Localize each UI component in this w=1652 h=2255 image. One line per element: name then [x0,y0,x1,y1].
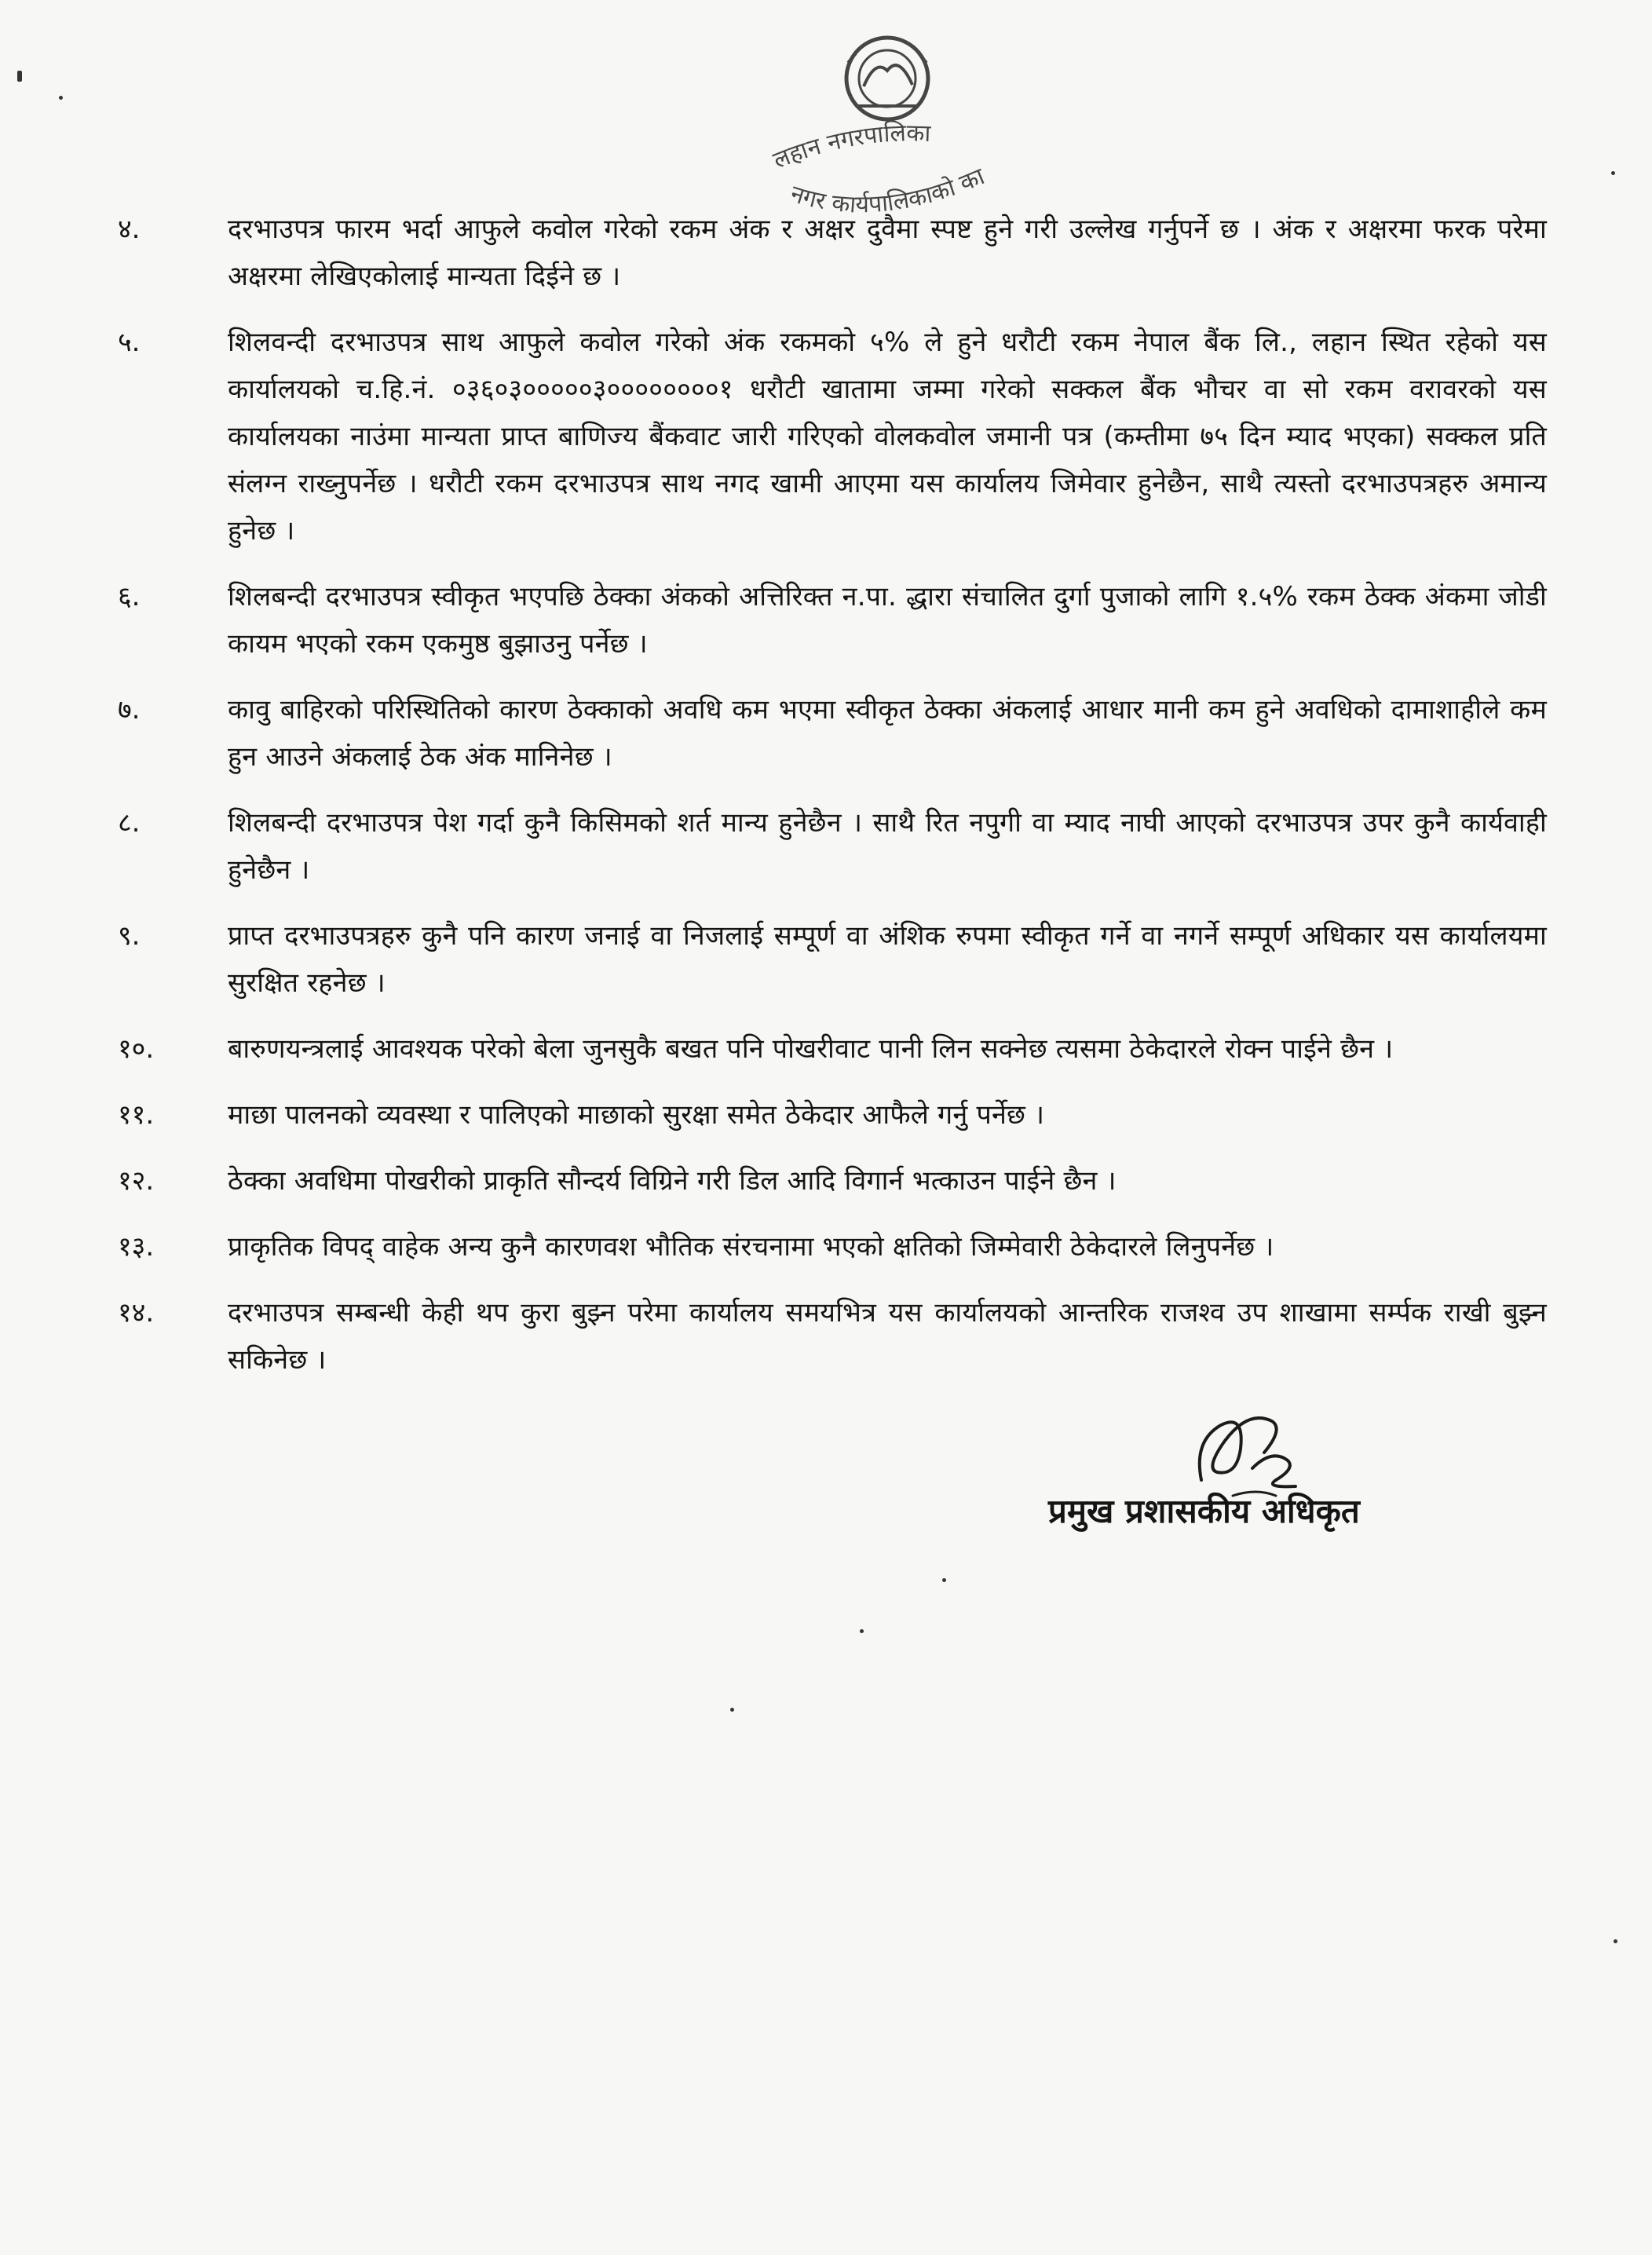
item-text: दरभाउपत्र फारम भर्दा आफुले कवोल गरेको रकम अंक र अक्षर दुवैमा स्पष्ट हुने गरी उल्लेख गर्नुपर्ने छ । अंक र अक्षरमा फरक परेमा अक्षरमा लेखिएकोलाई मान्यता दिईने छ । [228,214,1547,292]
item-number: ५. [118,327,141,358]
list-item [118,1223,1547,1270]
item-number: ६. [118,581,141,612]
item-number: १४. [118,1297,155,1329]
stamp-text-top: लहान नगरपालिका [769,119,931,175]
scan-speck [942,1578,946,1582]
item-text: शिलबन्दी दरभाउपत्र पेश गर्दा कुनै किसिमको शर्त मान्य हुनेछैन । साथै रित नपुगी वा म्याद नाघी आएको दरभाउपत्र उपर कुनै कार्यवाही हुनेछैन । [228,807,1547,886]
item-number: १२. [118,1165,155,1197]
item-text: शिलबन्दी दरभाउपत्र स्वीकृत भएपछि ठेक्का अंकको अत्तिरिक्त न.पा. द्धारा संचालित दुर्गा पुजाको लागि १.५% रकम ठेक्क अंकमा जोडी कायम भएको रकम एकमुष्ठ बुझाउनु पर्नेछ । [228,581,1547,660]
list-item [118,912,1547,1007]
item-number: १३. [118,1231,155,1263]
item-text: बारुणयन्त्रलाई आवश्यक परेको बेला जुनसुकै बखत पनि पोखरीवाट पानी लिन सक्नेछ त्यसमा ठेकेदारले रोक्न पाईने छैन । [228,1033,1394,1065]
scan-speck [17,71,22,82]
scan-speck [730,1708,734,1712]
conditions-list [118,206,1547,1402]
item-number: ८. [118,807,141,839]
item-text: ठेक्का अवधिमा पोखरीको प्राकृति सौन्दर्य विग्रिने गरी डिल आदि विगार्न भत्काउन पाईने छैन । [228,1165,1117,1197]
scan-speck [59,96,63,100]
item-text: कावु बाहिरको परिस्थितिको कारण ठेक्काको अवधि कम भएमा स्वीकृत ठेक्का अंकलाई आधार मानी कम हुने अवधिको दामाशाहीले कम हुन आउने अंकलाई ठेक अंक मानिनेछ । [228,694,1547,773]
item-number: १०. [118,1033,155,1065]
list-item [118,686,1547,780]
list-item [118,1289,1547,1383]
scan-speck [1611,171,1615,175]
item-text: प्राकृतिक विपद् वाहेक अन्य कुनै कारणवश भौतिक संरचनामा भएको क्षतिको जिम्मेवारी ठेकेदारले लिनुपर्नेछ । [228,1231,1274,1263]
list-item [118,799,1547,894]
item-text: माछा पालनको व्यवस्था र पालिएको माछाको सुरक्षा समेत ठेकेदार आफैले गर्नु पर्नेछ । [228,1099,1045,1131]
list-item [118,206,1547,300]
scan-speck [860,1629,864,1633]
item-text: शिलवन्दी दरभाउपत्र साथ आफुले कवोल गरेको अंक रकमको ५% ले हुने धरौटी रकम नेपाल बैंक लि., लहान स्थित रहेको यस कार्यालयको च.हि.नं. ०३६०३०००००३००००००००१ धरौटी खातामा जम्मा गरेको सक्कल बैंक भौचर वा सो रकम वरावरको यस कार्यालयका नाउंमा मान्यता प्राप्त बाणिज्य बैंकवाट जारी गरिएको वोलकवोल जमानी पत्र (कम्तीमा ७५ दिन म्याद भएका) सक्कल प्रति संलग्न राख्नुपर्नेछ । धरौटी रकम दरभाउपत्र साथ नगद खामी आएमा यस कार्यालय जिमेवार हुनेछैन, साथै त्यस्तो दरभाउपत्रहरु अमान्य हुनेछ । [228,327,1547,546]
item-text: प्राप्त दरभाउपत्रहरु कुनै पनि कारण जनाई वा निजलाई सम्पूर्ण वा अंशिक रुपमा स्वीकृत गर्ने वा नगर्ने सम्पूर्ण अधिकार यस कार्यालयमा सुरक्षित रहनेछ । [228,920,1547,999]
officer-designation: प्रमुख प्रशासकीय अधिकृत [1048,1492,1360,1530]
list-item [118,573,1547,667]
svg-text:लहान नगरपालिका [769,119,932,174]
list-item [118,1157,1547,1204]
list-item [118,1091,1547,1138]
scan-speck [1614,1939,1617,1943]
item-number: ७. [118,694,141,725]
item-number: ४. [118,214,141,245]
list-item [118,1025,1547,1073]
item-number: ११. [118,1099,155,1131]
item-number: ९. [118,920,141,952]
stamp-text-bottom: नगर कार्यपालिकाको का [787,163,989,219]
item-text: दरभाउपत्र सम्बन्धी केही थप कुरा बुझ्न परेमा कार्यालय समयभित्र यस कार्यालयको आन्तरिक राजश्व उप शाखामा सर्म्पक राखी बुझ्न सकिनेछ । [228,1297,1547,1376]
list-item [118,319,1547,554]
